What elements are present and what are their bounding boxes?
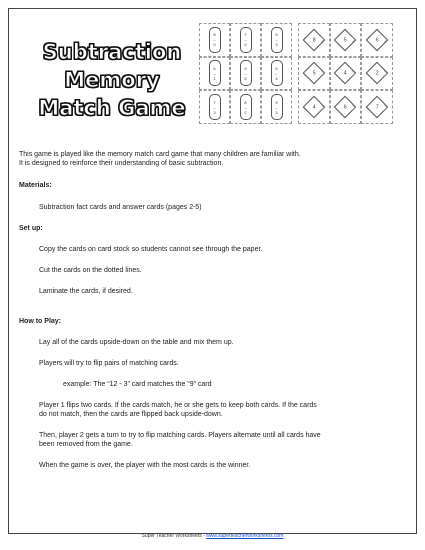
play-step: Lay all of the cards upside-down on the table and mix them up.	[39, 339, 234, 346]
intro-line: This game is played like the memory match card game that many children are familiar with.	[19, 151, 301, 158]
answer-card: 2	[361, 57, 393, 91]
fact-card: 9 – 5	[230, 57, 261, 91]
answer-card: 5	[330, 23, 362, 57]
play-example: example: The “12 - 3” card matches the “9” card	[63, 381, 212, 388]
answer-card: 6	[361, 23, 393, 57]
play-step: been removed from the game.	[39, 441, 133, 448]
fact-card: 9 – 3	[261, 23, 292, 57]
footer	[0, 533, 425, 539]
answer-card: 7	[361, 90, 393, 124]
fact-card: 8 – 2	[230, 90, 261, 124]
fact-cards-preview	[199, 23, 292, 124]
footer-text: Super Teacher Worksheets -	[141, 533, 207, 539]
footer-link[interactable]: www.superteacherworksheets.com	[206, 533, 284, 539]
title-line: Subtraction	[42, 40, 182, 64]
fact-card: 6 – 1	[199, 57, 230, 91]
play-step: do not match, then the cards are flipped back upside-down.	[39, 411, 223, 418]
fact-card: 6 – 4	[261, 57, 292, 91]
fact-card: 7 – 2	[230, 23, 261, 57]
play-step: When the game is over, the player with the most cards is the winner.	[39, 462, 251, 469]
materials-item: Subtraction fact cards and answer cards (pages 2-5)	[39, 204, 202, 211]
intro-line: It is designed to reinforce their understanding of basic subtraction.	[19, 160, 224, 167]
title-line: Memory	[64, 68, 160, 92]
title-line: Match Game	[38, 96, 186, 120]
answer-card: 8	[298, 23, 330, 57]
materials-heading: Materials:	[19, 182, 52, 189]
answer-card: 5	[298, 57, 330, 91]
play-step: Player 1 flips two cards. If the cards match, he or she gets to keep both cards. If the cards	[39, 402, 317, 409]
setup-heading: Set up:	[19, 225, 43, 232]
how-to-play-heading: How to Play:	[19, 318, 62, 325]
answer-card: 4	[330, 57, 362, 91]
fact-card: 7 – 3	[199, 90, 230, 124]
setup-item: Laminate the cards, if desired.	[39, 288, 133, 295]
setup-item: Cut the cards on the dotted lines.	[39, 267, 142, 274]
fact-card: 8 – 0	[199, 23, 230, 57]
play-step: Players will try to flip pairs of matching cards.	[39, 360, 179, 367]
worksheet-title	[26, 38, 198, 122]
answer-card: 4	[298, 90, 330, 124]
answer-cards-preview	[298, 23, 393, 124]
answer-card: 6	[330, 90, 362, 124]
play-step: Then, player 2 gets a turn to try to flip matching cards. Players alternate until all cards have	[39, 432, 321, 439]
fact-card: 9 – 3	[261, 90, 292, 124]
setup-item: Copy the cards on card stock so students cannot see through the paper.	[39, 246, 263, 253]
